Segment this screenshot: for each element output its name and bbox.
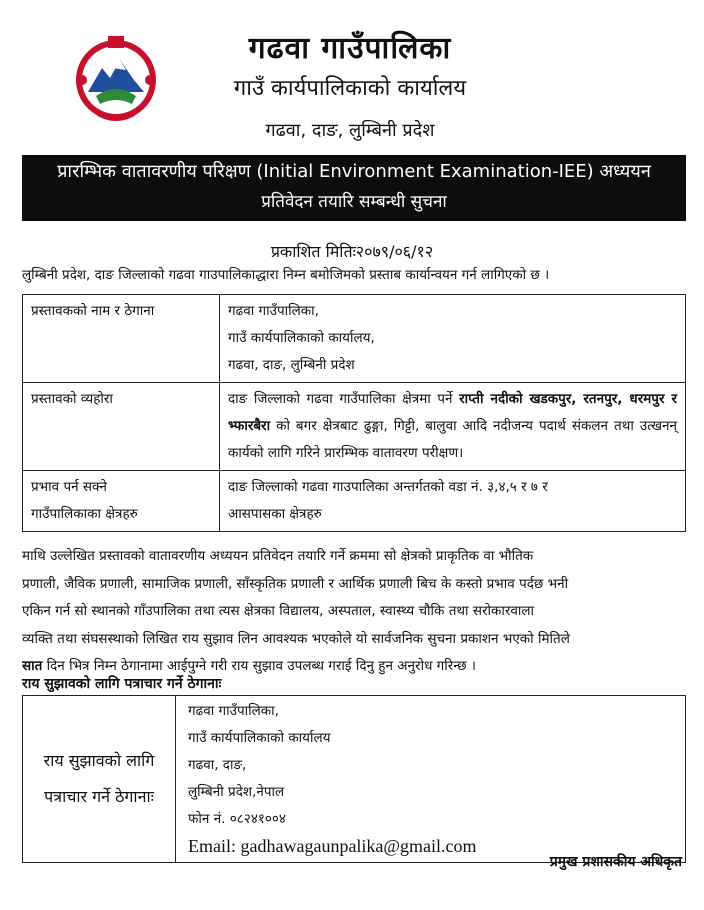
proposer-line: गढवा गाउँपालिका, [228, 303, 319, 319]
intro-text: लुम्बिनी प्रदेश, दाङ जिल्लाको गढवा गाउपालिकाद्धारा निम्न बमोजिमको प्रस्ताब कार्यान्वयन गर्न लागिएको छ । [22, 267, 550, 283]
organization-name: गढवा गाउँपालिका [248, 31, 452, 66]
affected-areas-text [220, 471, 686, 532]
table-row [23, 383, 686, 471]
proposer-label: प्रस्तावकको नाम र ठेगाना [23, 295, 220, 383]
proposer-address [220, 295, 686, 383]
contact-phone: फोन नं. ०८२४१००४ [188, 811, 286, 827]
contact-line: गाउँ कार्यपालिकाको कार्यालय [188, 730, 331, 746]
affected-line: आसपासका क्षेत्रहरु [228, 506, 322, 522]
contact-line: गढवा, दाङ, [188, 757, 247, 773]
subject-text-bold: राप्ती नदीको खडकपुर, रतनपुर, धरमपुर र भ्फारबैरा [228, 391, 677, 434]
contact-details [176, 696, 686, 863]
contact-label-line: पत्राचार गर्ने ठेगानाः [44, 787, 154, 806]
table-row [23, 696, 686, 863]
contact-email[interactable]: Email: gadhawagaunpalika@gmail.com [188, 836, 477, 856]
table-row [23, 471, 686, 532]
deadline-days: सात [22, 658, 43, 674]
contact-label [23, 696, 176, 863]
contact-line: लुम्बिनी प्रदेश,नेपाल [188, 784, 285, 800]
notice-title-banner [22, 155, 686, 221]
paragraph-line-rest: दिन भित्र निम्न ठेगानामा आईपुग्ने गरी राय सुझाव उपलब्ध गराई दिनु हुन अनुरोध गरिन्छ । [42, 658, 477, 674]
paragraph-line: माथि उल्लेखित प्रस्तावको वातावरणीय अध्ययन प्रतिवेदन तयारि गर्ने क्रममा सो क्षेत्रको प्राकृतिक वा भौतिक [22, 548, 534, 564]
proposal-info-table [22, 294, 686, 532]
contact-label-line: राय सुझावको लागि [43, 751, 155, 770]
contact-line: गढवा गाउँपालिका, [188, 703, 279, 719]
proposal-subject-text [220, 383, 686, 471]
notice-paragraph [22, 543, 686, 681]
affected-areas-label [23, 471, 220, 532]
subject-text-pre: दाङ जिल्लाको गढवा गाउँपालिका क्षेत्रमा पर्ने [228, 391, 460, 407]
published-date: प्रकाशित मितिः२०७९/०६/१२ [270, 242, 434, 261]
office-address: गढवा, दाङ, लुम्बिनी प्रदेश [265, 120, 435, 141]
paragraph-line: एकिन गर्न सो स्थानको गाँउपालिका तथा त्यस क्षेत्रका विद्यालय, अस्पताल, स्वास्थ्य चौकि तथा सरोकारवाला [22, 603, 535, 619]
affected-label-line: प्रभाव पर्न सक्ने [31, 479, 107, 495]
office-name: गाउँ कार्यपालिकाको कार्यालय [233, 76, 467, 101]
contact-heading: राय सुझावको लागि पत्राचार गर्ने ठेगानाः [22, 676, 222, 692]
table-row [23, 295, 686, 383]
paragraph-line: प्रणाली, जैविक प्रणाली, सामाजिक प्रणाली, साँस्कृतिक प्रणाली र आर्थिक प्रणाली बिच के कस्तो प्रभाव पर्दछ भनी [22, 575, 569, 592]
proposal-subject-label: प्रस्तावको व्यहोरा [23, 383, 220, 471]
notice-title-line1: प्रारम्भिक वातावरणीय परिक्षण (Initial Environment Examination-IEE) अध्ययन [57, 161, 651, 182]
contact-table [22, 695, 686, 863]
affected-line: दाङ जिल्लाको गढवा गाउपालिका अन्तर्गतको वडा नं. ३,४,५ र ७ र [228, 479, 548, 495]
affected-label-line: गाउँपालिकाका क्षेत्रहरु [31, 506, 138, 522]
proposer-line: गढवा, दाङ, लुम्बिनी प्रदेश [228, 357, 355, 373]
notice-title-line2: प्रतिवेदन तयारि सम्बन्धी सुचना [261, 192, 447, 212]
paragraph-line: व्यक्ति तथा संघसस्थाको लिखित राय सुझाव लिन आवश्यक भएकोले यो सार्वजनिक सुचना प्रकाशन भएको मितिले [22, 630, 570, 647]
subject-text-post: को बगर क्षेत्रबाट ढुङ्गा, गिट्टी, बालुवा आदि नदीजन्य पदार्थ संकलन तथा उत्खनन् कार्यको लागि गरिने प्रारम्भिक वातावरण परीक्षण। [228, 418, 677, 461]
signatory-title: प्रमुख प्रशासकीय अधिकृत [549, 854, 682, 870]
proposer-line: गाउँ कार्यपालिकाको कार्यालय, [228, 330, 375, 346]
